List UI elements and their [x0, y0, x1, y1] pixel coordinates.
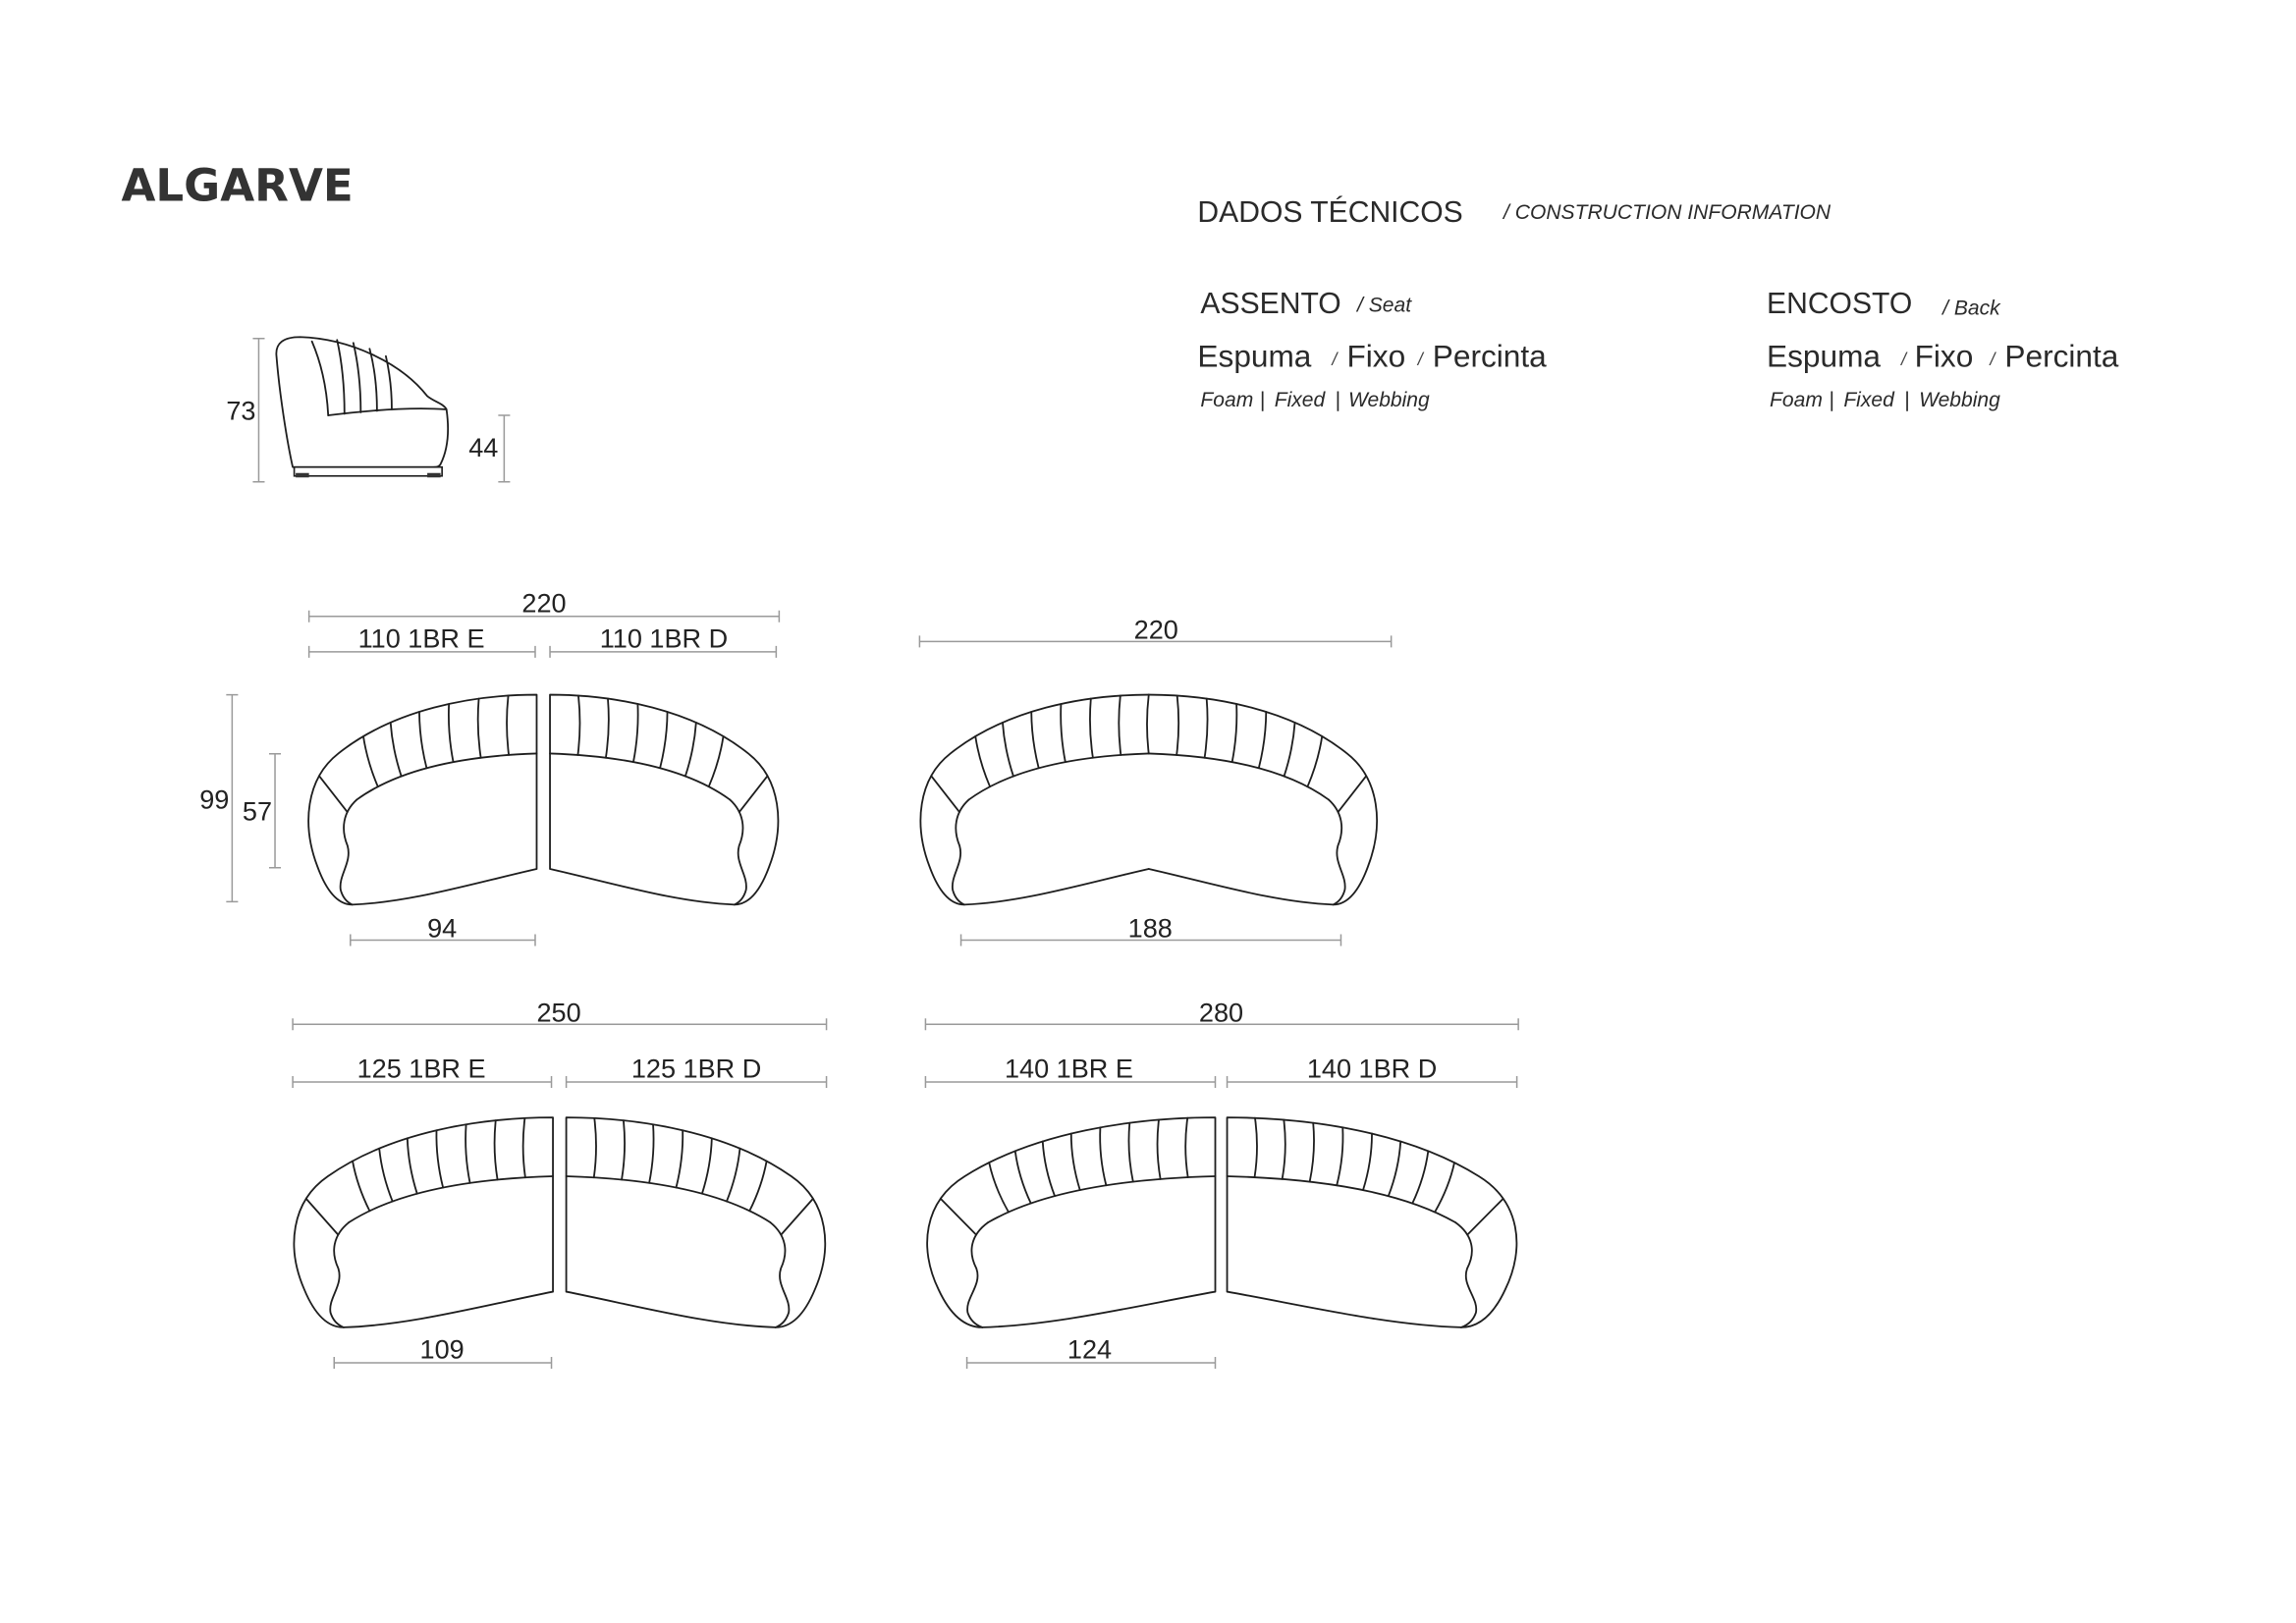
seat-separator-en: |	[1335, 389, 1340, 412]
technical-heading-en: / CONSTRUCTION INFORMATION	[1503, 200, 1831, 224]
back-label: ENCOSTO	[1767, 288, 1913, 321]
seat-height-label: 44	[468, 432, 499, 463]
left-module-label: 125 1BR E	[356, 1053, 486, 1084]
seat-separator-en: |	[1259, 389, 1266, 412]
seat-material-foam: Espuma	[1197, 338, 1312, 374]
left-module-label: 110 1BR E	[357, 622, 485, 654]
seat-material-foam-en: Foam	[1200, 389, 1254, 412]
seat-width-label: 94	[427, 912, 458, 944]
back-label-en: / Back	[1942, 297, 2000, 320]
seat-width-label: 124	[1066, 1333, 1113, 1365]
seat-depth-label: 57	[242, 795, 273, 827]
back-material-fixed: Fixo	[1914, 338, 1974, 374]
total-width-label: 220	[1133, 614, 1178, 645]
back-material-webbing-en: Webbing	[1919, 389, 2000, 412]
seat-material-fixed-en: Fixed	[1274, 389, 1326, 412]
seat-width-label: 188	[1127, 912, 1173, 944]
depth-label: 99	[199, 784, 230, 815]
back-material-fixed-en: Fixed	[1843, 389, 1894, 412]
seat-label-en: / Seat	[1357, 294, 1412, 317]
back-separator: /	[1901, 349, 1907, 369]
right-module-label: 110 1BR D	[599, 622, 729, 654]
right-module-label: 125 1BR D	[630, 1053, 762, 1084]
back-separator-en: |	[1829, 389, 1834, 412]
back-material-foam-en: Foam	[1770, 389, 1823, 412]
technical-heading: DADOS TÉCNICOS	[1197, 195, 1463, 229]
back-separator: /	[1990, 349, 1995, 369]
right-module-label: 140 1BR D	[1306, 1053, 1438, 1084]
side-plinth	[295, 467, 443, 476]
back-material-webbing: Percinta	[2004, 338, 2119, 374]
left-module-label: 140 1BR E	[1004, 1053, 1133, 1084]
side-foot-right	[427, 473, 441, 478]
seat-separator: /	[1417, 349, 1423, 369]
seat-label: ASSENTO	[1200, 288, 1341, 321]
back-material-foam: Espuma	[1767, 338, 1882, 374]
product-title: ALGARVE	[121, 159, 354, 212]
seat-width-label: 109	[419, 1333, 465, 1365]
seat-separator: /	[1332, 349, 1338, 369]
total-width-label: 280	[1198, 997, 1244, 1028]
height-label: 73	[226, 395, 256, 426]
seat-material-fixed: Fixo	[1346, 338, 1406, 374]
seat-material-webbing: Percinta	[1432, 338, 1547, 374]
seat-material-webbing-en: Webbing	[1347, 389, 1430, 412]
side-foot-left	[296, 473, 309, 478]
back-separator-en: |	[1904, 389, 1910, 412]
total-width-label: 220	[521, 587, 567, 619]
total-width-label: 250	[536, 997, 581, 1028]
